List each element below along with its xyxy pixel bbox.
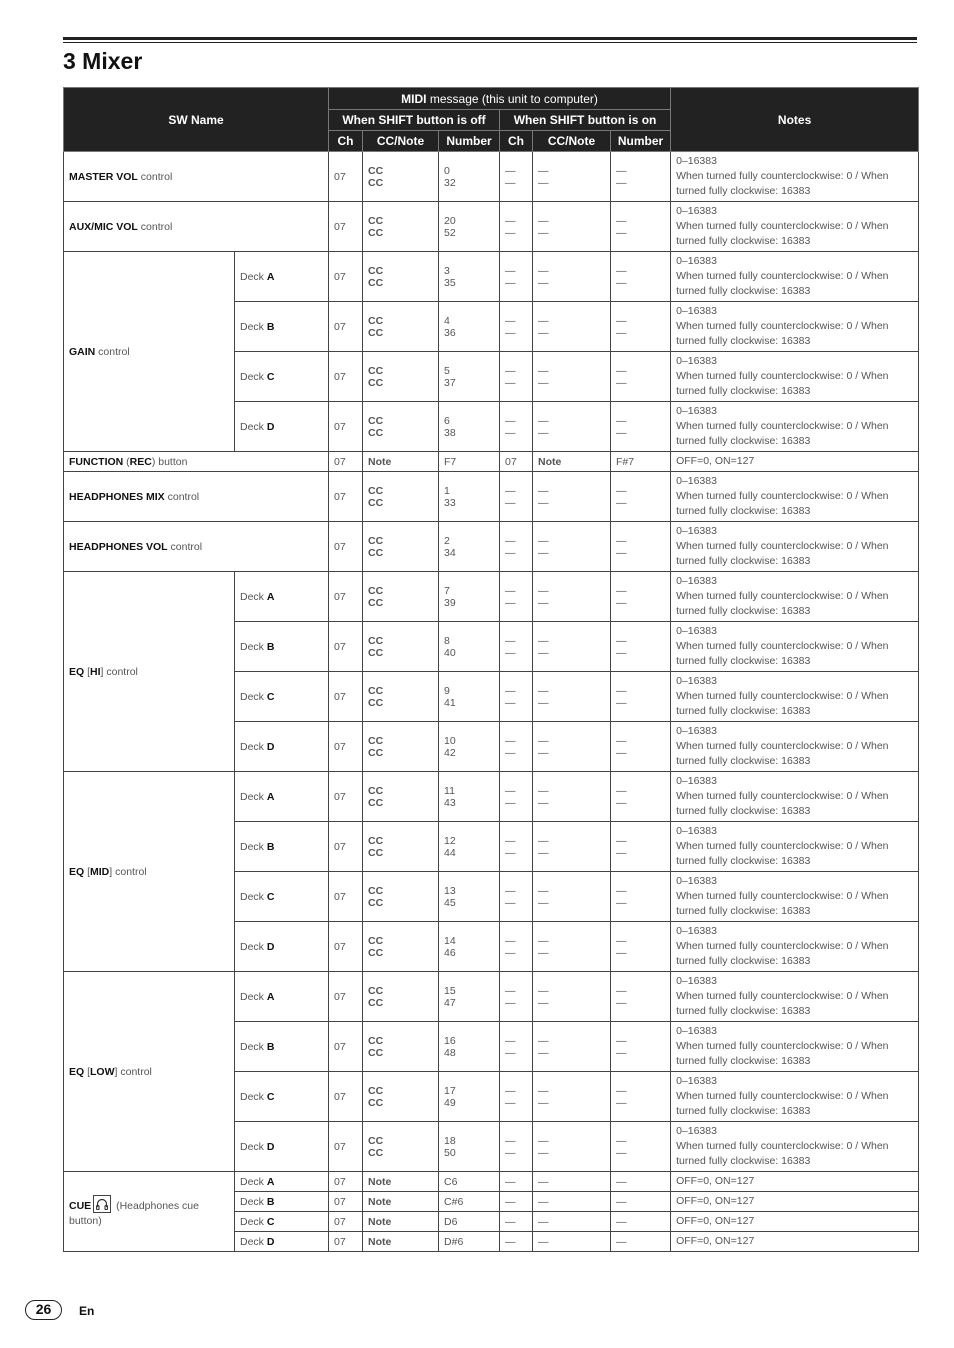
deck-letter: D (266, 1140, 275, 1153)
deck-cell: Deck D (235, 922, 329, 972)
cc-note-cell: CC CC (363, 402, 439, 452)
number-cell: 18 50 (439, 1122, 500, 1172)
shift-number-cell: — — (611, 922, 671, 972)
notes-cell: 0–16383 When turned fully counterclockwise: 0 / When turned fully clockwise: 16383 (671, 472, 919, 522)
table-row (64, 472, 919, 522)
shift-cc-note-cell: — — (533, 152, 611, 202)
deck-cell: Deck C (235, 672, 329, 722)
sw-name-bold: GAIN (69, 345, 96, 358)
number-cell: F7 (439, 452, 500, 472)
channel-cell: 07 (329, 772, 363, 822)
shift-cc-note-cell: — (533, 1232, 611, 1252)
shift-channel-cell: — — (500, 1022, 533, 1072)
cc-note-cell: CC CC (363, 1122, 439, 1172)
channel-cell: 07 (329, 152, 363, 202)
shift-channel-cell: — — (500, 872, 533, 922)
number-cell: 7 39 (439, 572, 500, 622)
deck-letter: C (266, 1090, 275, 1103)
sw-name-bold: FUNCTION (69, 455, 124, 468)
notes-cell: 0–16383 When turned fully counterclockwise: 0 / When turned fully clockwise: 16383 (671, 772, 919, 822)
shift-number-cell: — (611, 1172, 671, 1192)
channel-cell: 07 (329, 922, 363, 972)
channel-cell: 07 (329, 622, 363, 672)
header-ch: Ch (329, 131, 363, 152)
deck-cell: Deck C (235, 352, 329, 402)
shift-channel-cell: — — (500, 622, 533, 672)
header-midi-bold: MIDI (401, 91, 427, 106)
sw-name-cell (64, 572, 235, 772)
shift-number-cell: — — (611, 472, 671, 522)
shift-cc-note-cell: — — (533, 572, 611, 622)
header-shift-cc-note: CC/Note (533, 131, 611, 152)
deck-letter: D (266, 420, 275, 433)
channel-cell: 07 (329, 352, 363, 402)
number-cell: 3 35 (439, 252, 500, 302)
table-row (64, 572, 919, 622)
cc-note-cell: CC CC (363, 522, 439, 572)
channel-cell: 07 (329, 302, 363, 352)
sw-name-cell (64, 972, 235, 1172)
shift-number-cell: — — (611, 822, 671, 872)
header-shift-ch: Ch (500, 131, 533, 152)
header-sw-name: SW Name (64, 88, 329, 152)
shift-channel-cell: — — (500, 152, 533, 202)
number-cell: 4 36 (439, 302, 500, 352)
notes-cell: 0–16383 When turned fully counterclockwise: 0 / When turned fully clockwise: 16383 (671, 622, 919, 672)
page-number: 26 (25, 1300, 62, 1320)
channel-cell: 07 (329, 672, 363, 722)
shift-cc-note-cell: — (533, 1172, 611, 1192)
cc-note-cell: CC CC (363, 972, 439, 1022)
header-shift-off: When SHIFT button is off (329, 110, 500, 131)
cc-note-cell: CC CC (363, 672, 439, 722)
shift-cc-note-cell: — — (533, 472, 611, 522)
notes-cell: OFF=0, ON=127 (671, 1172, 919, 1192)
shift-number-cell: — — (611, 772, 671, 822)
notes-cell: 0–16383 When turned fully counterclockwise: 0 / When turned fully clockwise: 16383 (671, 572, 919, 622)
shift-number-cell: — — (611, 252, 671, 302)
cc-note-cell: CC CC (363, 352, 439, 402)
deck-cell: Deck A (235, 1172, 329, 1192)
shift-channel-cell: — — (500, 972, 533, 1022)
cc-note-cell: CC CC (363, 252, 439, 302)
shift-channel-cell: — — (500, 722, 533, 772)
header-number: Number (439, 131, 500, 152)
sw-name-cell (64, 772, 235, 972)
deck-cell: Deck D (235, 402, 329, 452)
table-body (64, 152, 919, 1252)
sw-name-cell (64, 202, 329, 252)
deck-cell: Deck B (235, 822, 329, 872)
shift-number-cell: — — (611, 522, 671, 572)
headphones-icon (93, 1195, 111, 1213)
shift-cc-note-cell: — — (533, 622, 611, 672)
number-cell: 15 47 (439, 972, 500, 1022)
shift-number-cell: — (611, 1232, 671, 1252)
deck-letter: C (266, 1215, 275, 1228)
sw-name-bold: MASTER VOL (69, 170, 138, 183)
sw-name-cell (64, 152, 329, 202)
header-shift-on: When SHIFT button is on (500, 110, 671, 131)
shift-number-cell: — — (611, 352, 671, 402)
number-cell: 20 52 (439, 202, 500, 252)
channel-cell: 07 (329, 872, 363, 922)
deck-letter: B (266, 1195, 275, 1208)
shift-channel-cell: — — (500, 572, 533, 622)
shift-number-cell: — — (611, 402, 671, 452)
channel-cell: 07 (329, 1212, 363, 1232)
channel-cell: 07 (329, 822, 363, 872)
shift-channel-cell: — — (500, 1072, 533, 1122)
header-notes: Notes (671, 88, 919, 152)
shift-channel-cell: — (500, 1232, 533, 1252)
notes-cell: 0–16383 When turned fully counterclockwise: 0 / When turned fully clockwise: 16383 (671, 972, 919, 1022)
deck-cell: Deck A (235, 772, 329, 822)
shift-number-cell: — — (611, 622, 671, 672)
cc-note-cell: CC CC (363, 1072, 439, 1122)
cc-note-cell: CC CC (363, 872, 439, 922)
shift-cc-note-cell: — — (533, 672, 611, 722)
table-row (64, 252, 919, 302)
table-row (64, 202, 919, 252)
shift-channel-cell: — (500, 1212, 533, 1232)
shift-number-cell: — — (611, 152, 671, 202)
table-row (64, 772, 919, 822)
cc-note-cell: CC CC (363, 572, 439, 622)
number-cell: 5 37 (439, 352, 500, 402)
shift-cc-note-cell: — — (533, 252, 611, 302)
channel-cell: 07 (329, 1122, 363, 1172)
table-row (64, 452, 919, 472)
shift-number-cell: — — (611, 1122, 671, 1172)
shift-cc-note-cell: — — (533, 1122, 611, 1172)
header-cc-note: CC/Note (363, 131, 439, 152)
shift-cc-note-cell: — — (533, 1072, 611, 1122)
deck-cell: Deck B (235, 302, 329, 352)
notes-cell: 0–16383 When turned fully counterclockwise: 0 / When turned fully clockwise: 16383 (671, 672, 919, 722)
notes-cell: 0–16383 When turned fully counterclockwise: 0 / When turned fully clockwise: 16383 (671, 352, 919, 402)
notes-cell: OFF=0, ON=127 (671, 452, 919, 472)
number-cell: 2 34 (439, 522, 500, 572)
shift-cc-note-cell: — — (533, 202, 611, 252)
channel-cell: 07 (329, 522, 363, 572)
shift-number-cell: — (611, 1192, 671, 1212)
deck-cell: Deck A (235, 572, 329, 622)
table-row (64, 1172, 919, 1192)
notes-cell: 0–16383 When turned fully counterclockwise: 0 / When turned fully clockwise: 16383 (671, 1072, 919, 1122)
deck-letter: C (266, 890, 275, 903)
deck-letter: C (266, 690, 275, 703)
number-cell: 17 49 (439, 1072, 500, 1122)
deck-cell: Deck A (235, 972, 329, 1022)
cc-note-cell: CC CC (363, 722, 439, 772)
shift-number-cell: — — (611, 1072, 671, 1122)
shift-channel-cell: — — (500, 402, 533, 452)
deck-letter: C (266, 370, 275, 383)
number-cell: 8 40 (439, 622, 500, 672)
sw-name-bold: HEADPHONES VOL (69, 540, 168, 553)
shift-channel-cell: — — (500, 252, 533, 302)
sw-name-rest: (Headphones cue button) (69, 1199, 199, 1227)
number-cell: 11 43 (439, 772, 500, 822)
notes-cell: OFF=0, ON=127 (671, 1232, 919, 1252)
shift-channel-cell: — (500, 1172, 533, 1192)
channel-cell: 07 (329, 1232, 363, 1252)
number-cell: 13 45 (439, 872, 500, 922)
shift-channel-cell: — — (500, 1122, 533, 1172)
deck-cell: Deck D (235, 722, 329, 772)
notes-cell: 0–16383 When turned fully counterclockwise: 0 / When turned fully clockwise: 16383 (671, 522, 919, 572)
deck-cell: Deck B (235, 1192, 329, 1212)
table-row (64, 152, 919, 202)
shift-number-cell: — — (611, 572, 671, 622)
sw-name-bold: AUX/MIC VOL (69, 220, 138, 233)
shift-number-cell: — — (611, 202, 671, 252)
channel-cell: 07 (329, 402, 363, 452)
shift-number-cell: — (611, 1212, 671, 1232)
number-cell: D#6 (439, 1232, 500, 1252)
shift-channel-cell: — — (500, 822, 533, 872)
sw-name-bold: EQ (69, 865, 85, 878)
section-title: 3 Mixer (63, 48, 143, 74)
shift-number-cell: F#7 (611, 452, 671, 472)
channel-cell: 07 (329, 1172, 363, 1192)
channel-cell: 07 (329, 572, 363, 622)
notes-cell: 0–16383 When turned fully counterclockwise: 0 / When turned fully clockwise: 16383 (671, 1122, 919, 1172)
sw-name-cell (64, 252, 235, 452)
shift-number-cell: — — (611, 722, 671, 772)
channel-cell: 07 (329, 1072, 363, 1122)
deck-letter: A (266, 990, 275, 1003)
sw-name-cell (64, 452, 329, 472)
deck-letter: A (266, 270, 275, 283)
shift-cc-note-cell: — — (533, 822, 611, 872)
number-cell: 10 42 (439, 722, 500, 772)
sw-name-rest: [LOW] control (84, 1065, 152, 1078)
notes-cell: 0–16383 When turned fully counterclockwise: 0 / When turned fully clockwise: 16383 (671, 202, 919, 252)
sw-name-rest: [MID] control (84, 865, 147, 878)
cc-note-cell: CC CC (363, 202, 439, 252)
midi-message-table (63, 87, 919, 1252)
notes-cell: 0–16383 When turned fully counterclockwise: 0 / When turned fully clockwise: 16383 (671, 722, 919, 772)
deck-cell: Deck D (235, 1232, 329, 1252)
sw-name-cell (64, 472, 329, 522)
notes-cell: OFF=0, ON=127 (671, 1192, 919, 1212)
deck-letter: D (266, 1235, 275, 1248)
shift-cc-note-cell: — — (533, 302, 611, 352)
cc-note-cell: Note (363, 1172, 439, 1192)
deck-cell: Deck B (235, 622, 329, 672)
shift-cc-note-cell: — (533, 1212, 611, 1232)
number-cell: D6 (439, 1212, 500, 1232)
sw-name-bold: EQ (69, 665, 85, 678)
notes-cell: 0–16383 When turned fully counterclockwise: 0 / When turned fully clockwise: 16383 (671, 822, 919, 872)
shift-number-cell: — — (611, 302, 671, 352)
notes-cell: OFF=0, ON=127 (671, 1212, 919, 1232)
deck-cell: Deck B (235, 1022, 329, 1072)
notes-cell: 0–16383 When turned fully counterclockwise: 0 / When turned fully clockwise: 16383 (671, 302, 919, 352)
number-cell: 1 33 (439, 472, 500, 522)
sw-name-bold: CUE (69, 1199, 92, 1212)
notes-cell: 0–16383 When turned fully counterclockwise: 0 / When turned fully clockwise: 16383 (671, 402, 919, 452)
channel-cell: 07 (329, 472, 363, 522)
header-midi-rest: message (this unit to computer) (426, 91, 598, 106)
table-row (64, 972, 919, 1022)
top-rule (63, 37, 917, 40)
number-cell: C6 (439, 1172, 500, 1192)
shift-cc-note-cell: Note (533, 452, 611, 472)
shift-cc-note-cell: — (533, 1192, 611, 1212)
deck-letter: A (266, 590, 275, 603)
channel-cell: 07 (329, 1192, 363, 1212)
deck-letter: B (266, 1040, 275, 1053)
deck-cell: Deck A (235, 252, 329, 302)
channel-cell: 07 (329, 1022, 363, 1072)
deck-letter: A (266, 790, 275, 803)
number-cell: C#6 (439, 1192, 500, 1212)
deck-letter: A (266, 1175, 275, 1188)
number-cell: 6 38 (439, 402, 500, 452)
shift-channel-cell: — — (500, 922, 533, 972)
cc-note-cell: Note (363, 1192, 439, 1212)
shift-cc-note-cell: — — (533, 922, 611, 972)
notes-cell: 0–16383 When turned fully counterclockwise: 0 / When turned fully clockwise: 16383 (671, 252, 919, 302)
shift-number-cell: — — (611, 872, 671, 922)
sw-name-cell (64, 1172, 235, 1252)
cc-note-cell: CC CC (363, 302, 439, 352)
shift-cc-note-cell: — — (533, 872, 611, 922)
sw-name-rest: (REC) button (123, 455, 188, 468)
cc-note-cell: CC CC (363, 822, 439, 872)
sw-name-rest: [HI] control (84, 665, 138, 678)
cc-note-cell: CC CC (363, 1022, 439, 1072)
shift-cc-note-cell: — — (533, 522, 611, 572)
number-cell: 16 48 (439, 1022, 500, 1072)
header-shift-number: Number (611, 131, 671, 152)
sw-name-bold: HEADPHONES MIX (69, 490, 165, 503)
deck-letter: B (266, 840, 275, 853)
number-cell: 12 44 (439, 822, 500, 872)
shift-number-cell: — — (611, 672, 671, 722)
sw-name-rest: control (95, 345, 130, 358)
shift-cc-note-cell: — — (533, 722, 611, 772)
shift-channel-cell: 07 (500, 452, 533, 472)
shift-cc-note-cell: — — (533, 352, 611, 402)
notes-cell: 0–16383 When turned fully counterclockwise: 0 / When turned fully clockwise: 16383 (671, 152, 919, 202)
sw-name-rest: control (167, 540, 203, 553)
shift-channel-cell: — — (500, 522, 533, 572)
shift-channel-cell: — — (500, 202, 533, 252)
notes-cell: 0–16383 When turned fully counterclockwise: 0 / When turned fully clockwise: 16383 (671, 922, 919, 972)
deck-letter: D (266, 940, 275, 953)
channel-cell: 07 (329, 202, 363, 252)
shift-cc-note-cell: — — (533, 972, 611, 1022)
number-cell: 14 46 (439, 922, 500, 972)
sw-name-cell (64, 522, 329, 572)
cc-note-cell: Note (363, 452, 439, 472)
deck-letter: D (266, 740, 275, 753)
number-cell: 0 32 (439, 152, 500, 202)
shift-channel-cell: — — (500, 772, 533, 822)
shift-channel-cell: — (500, 1192, 533, 1212)
deck-cell: Deck D (235, 1122, 329, 1172)
shift-number-cell: — — (611, 1022, 671, 1072)
language-code: En (79, 1304, 95, 1318)
cc-note-cell: CC CC (363, 922, 439, 972)
shift-channel-cell: — — (500, 672, 533, 722)
shift-number-cell: — — (611, 972, 671, 1022)
sw-name-rest: control (137, 220, 173, 233)
sw-name-rest: control (164, 490, 200, 503)
cc-note-cell: CC CC (363, 772, 439, 822)
number-cell: 9 41 (439, 672, 500, 722)
shift-channel-cell: — — (500, 302, 533, 352)
shift-cc-note-cell: — — (533, 1022, 611, 1072)
cc-note-cell: CC CC (363, 152, 439, 202)
sw-name-rest: control (137, 170, 173, 183)
channel-cell: 07 (329, 722, 363, 772)
deck-cell: Deck C (235, 872, 329, 922)
channel-cell: 07 (329, 972, 363, 1022)
shift-cc-note-cell: — — (533, 772, 611, 822)
cc-note-cell: Note (363, 1212, 439, 1232)
top-rule-thin (63, 42, 917, 43)
cc-note-cell: Note (363, 1232, 439, 1252)
notes-cell: 0–16383 When turned fully counterclockwise: 0 / When turned fully clockwise: 16383 (671, 872, 919, 922)
cc-note-cell: CC CC (363, 472, 439, 522)
deck-cell: Deck C (235, 1212, 329, 1232)
notes-cell: 0–16383 When turned fully counterclockwise: 0 / When turned fully clockwise: 16383 (671, 1022, 919, 1072)
table-row (64, 522, 919, 572)
sw-name-bold: EQ (69, 1065, 85, 1078)
channel-cell: 07 (329, 252, 363, 302)
shift-channel-cell: — — (500, 352, 533, 402)
header-midi-message (329, 88, 671, 110)
channel-cell: 07 (329, 452, 363, 472)
shift-channel-cell: — — (500, 472, 533, 522)
deck-cell: Deck C (235, 1072, 329, 1122)
deck-letter: B (266, 640, 275, 653)
shift-cc-note-cell: — — (533, 402, 611, 452)
cc-note-cell: CC CC (363, 622, 439, 672)
deck-letter: B (266, 320, 275, 333)
